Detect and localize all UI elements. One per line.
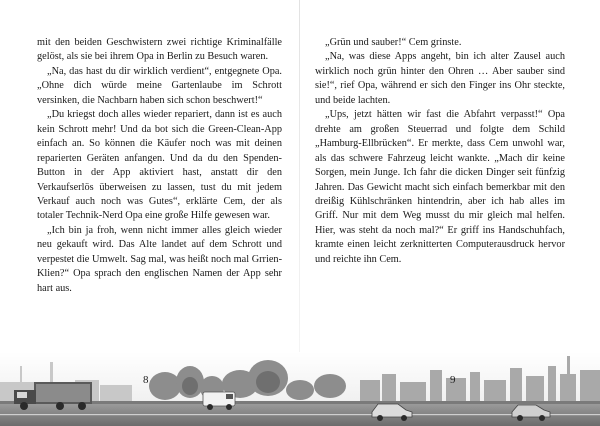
right-paragraph-2: „Na, was diese Apps angeht, bin ich alter Zausel auch wirklich noch grün hinter den Ohren … Aber sauber sind sie!“, rief Opa, während er sich den Finger ins Ohr steckte, und beide lachten. <box>315 51 565 106</box>
left-paragraph-1: mit den beiden Geschwistern zwei richtige Kriminalfälle gelöst, als sie bei ihrem Opa in Berlin zu Besuch waren. <box>37 37 282 63</box>
page-gutter <box>299 0 300 352</box>
left-paragraph-4: „Ich bin ja froh, wenn nicht immer alles gleich wieder neu gekauft wird. Das Alte landet auf dem Schrott und verpestet die Umwelt. Sag mal, was heißt noch mal Grrien-Klien?“ Opa sprach den englischen Namen der App sehr hart aus. <box>37 224 282 294</box>
page-number-left: 8 <box>143 374 149 386</box>
right-paragraph-3: „Ups, jetzt hätten wir fast die Abfahrt verpasst!“ Opa drehte am großen Steuerrad und folgte dem Schild „Hamburg-Ellbrücken“. Er merkte, dass Cem unwohl war, als das schwere Fahrzeug leicht wankte. „Mach dir keine Sorgen, mein Junge. Ich fahr die dicken Dinger seit fünfzig Jahren. Das Gewicht macht sich einfach bemerkbar mit den dreißig Kühlschränken hintendrin, aber ich hab alles im Griff. Nur mit dem Weg musst du mir gleich mal helfen. Hier, was steht da noch mal?“ Er griff ins Handschuhfach, kramte einen leicht zerknitterten Computerausdruck hervor und reichte ihn Cem. <box>315 109 565 265</box>
highway-skyline-illustration <box>0 352 600 426</box>
page-number-right: 9 <box>450 374 456 386</box>
left-page-text <box>37 36 282 296</box>
right-page-text <box>315 36 565 267</box>
left-paragraph-3: „Du kriegst doch alles wieder repariert, dann ist es auch kein Schrott mehr! Und da bot sich die Green-Clean-App einfach an. So können die Käufer noch was mit deinen reparierten Geräten anfangen. Und da du den Spenden-Button in der App aktiviert hast, anstatt dir den Verkaufserlös überweisen zu lassen, tust du mit jedem Verkauf auch noch was Gutes“, erklärte Cem, der als totaler Technik-Nerd Opa eine große Hilfe gewesen war. <box>37 109 282 222</box>
right-paragraph-1: „Grün und sauber!“ Cem grinste. <box>325 37 462 48</box>
left-paragraph-2: „Na, das hast du dir wirklich verdient“, entgegnete Opa. „Ohne dich würde meine Gartenlaube im Schrott versinken, die Nachbarn haben sich schon beschwert!“ <box>37 65 282 106</box>
